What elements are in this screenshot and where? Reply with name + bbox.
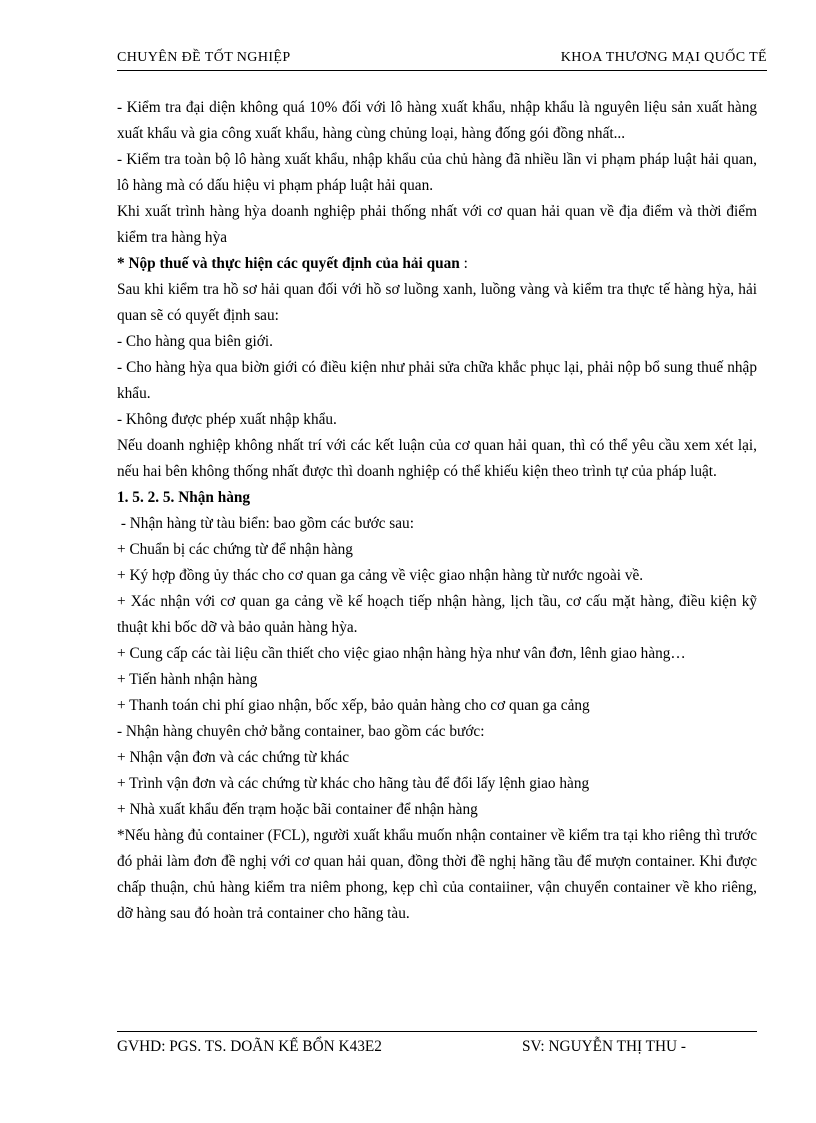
footer-student: SV: NGUYỄN THỊ THU - (522, 1038, 687, 1055)
page-header (117, 50, 767, 71)
list-item: + Chuẩn bị các chứng từ để nhận hàng (117, 541, 353, 558)
header-right-title: KHOA THƯƠNG MẠI QUỐC TẾ (560, 50, 767, 65)
heading-text: * Nộp thuế và thực hiện các quyết định của hải quan (117, 255, 460, 272)
paragraph: Khi xuất trình hàng hỳa doanh nghiệp phải thống nhất với cơ quan hải quan về địa điểm và thời điểm kiểm tra hàng hỳa (117, 203, 757, 246)
paragraph: *Nếu hàng đủ container (FCL), người xuất khẩu muốn nhận container về kiểm tra tại kho riêng thì trước đó phải làm đơn đề nghị với cơ quan hải quan, đồng thời đề nghị hãng tầu để mượn container. Khi được chấp thuận, chủ hàng kiểm tra niêm phong, kẹp chì của contaiiner, vận chuyển container về kho riêng, dỡ hàng sau đó hoàn trả container cho hãng tàu. (117, 827, 757, 922)
list-item: + Nhà xuất khẩu đến trạm hoặc bãi container để nhận hàng (117, 801, 478, 818)
paragraph: Sau khi kiểm tra hồ sơ hải quan đối với hồ sơ luồng xanh, luồng vàng và kiểm tra thực tế hàng hỳa, hải quan sẽ có quyết định sau: (117, 281, 757, 324)
header-left-title: CHUYÊN ĐỀ TỐT NGHIỆP (117, 50, 291, 65)
paragraph: - Kiểm tra đại diện không quá 10% đối với lô hàng xuất khẩu, nhập khẩu là nguyên liệu sản xuất hàng xuất khẩu và gia công xuất khẩu, hàng cùng chủng loại, hàng đống gói đồng nhất... (117, 99, 757, 142)
heading-suffix: : (459, 255, 468, 272)
section-heading-receive: 1. 5. 2. 5. Nhận hàng (117, 489, 251, 506)
paragraph: - Kiểm tra toàn bộ lô hàng xuất khẩu, nhập khẩu của chủ hàng đã nhiều lần vi phạm pháp luật hải quan, lô hàng mà có dấu hiệu vi phạm pháp luật hải quan. (117, 151, 757, 194)
list-item: + Cung cấp các tài liệu cần thiết cho việc giao nhận hàng hỳa như vân đơn, lênh giao hàng… (117, 645, 686, 662)
list-item: + Trình vận đơn và các chứng từ khác cho hãng tàu để đổi lấy lệnh giao hàng (117, 775, 590, 792)
list-item: + Tiến hành nhận hàng (117, 671, 258, 688)
list-item: - Nhận hàng từ tàu biển: bao gồm các bước sau: (117, 515, 414, 532)
list-item: - Không được phép xuất nhập khẩu. (117, 411, 337, 428)
paragraph: Nếu doanh nghiệp không nhất trí với các kết luận của cơ quan hải quan, thì có thể yêu cầu xem xét lại, nếu hai bên không thống nhất được thì doanh nghiệp có thể khiếu kiện theo trình tự của pháp luật. (117, 437, 757, 480)
document-body (117, 95, 757, 927)
list-item: + Thanh toán chi phí giao nhận, bốc xếp, bảo quản hàng cho cơ quan ga cảng (117, 697, 590, 714)
footer-rule (117, 1031, 757, 1032)
footer-advisor: GVHD: PGS. TS. DOÃN KẾ BỔN K43E2 (117, 1038, 382, 1055)
list-item: + Xác nhận với cơ quan ga cảng về kế hoạch tiếp nhận hàng, lịch tầu, cơ cấu mặt hàng, điều kiện kỹ thuật khi bốc dỡ và bảo quản hàng hỳa. (117, 593, 757, 636)
list-item: + Nhận vận đơn và các chứng từ khác (117, 749, 350, 766)
list-item: + Ký hợp đồng ủy thác cho cơ quan ga cảng về việc giao nhận hàng từ nước ngoài về. (117, 567, 644, 584)
list-item: - Cho hàng hỳa qua biờn giới có điều kiện như phải sửa chữa khắc phục lại, phải nộp bổ sung thuế nhập khẩu. (117, 359, 757, 402)
list-item: - Nhận hàng chuyên chở bằng container, bao gồm các bước: (117, 723, 485, 740)
section-heading-tax (117, 251, 757, 277)
list-item: - Cho hàng qua biên giới. (117, 333, 273, 350)
